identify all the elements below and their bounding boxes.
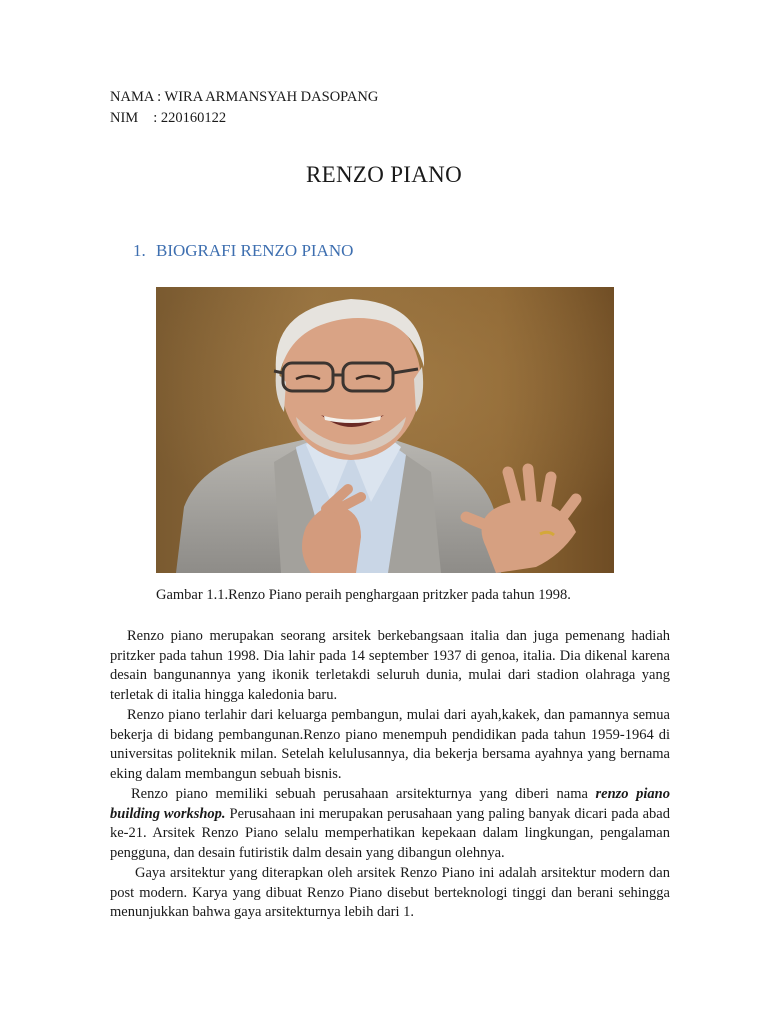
name-line: NAMA : WIRA ARMANSYAH DASOPANG [110,89,379,105]
section-heading-text: BIOGRAFI RENZO PIANO [156,241,354,260]
section-number: 1. [133,241,146,260]
paragraph-1: Renzo piano merupakan seorang arsitek berkebangsaan italia dan juga pemenang hadiah pritzker pada tahun 1998. Dia lahir pada 14 september 1937 di genoa, italia. Dia dikenal karena desain bangunannya yang ikonik terletakdi seluruh dunia, mulai dari stadion olahraga yang terletak di italia hingga kaledonia baru. [110,628,670,703]
figure-caption: Gambar 1.1.Renzo Piano peraih penghargaan pritzker pada tahun 1998. [156,587,571,603]
paragraph-4: Gaya arsitektur yang diterapkan oleh arsitek Renzo Piano ini adalah arsitektur modern dan post modern. Karya yang dibuat Renzo Piano disebut berteknologi tinggi dan berani sehingga menunjukkan bahwa gaya arsitekturnya lebih dari 1. [110,865,670,921]
paragraph-3 [110,785,670,863]
nim-line [110,108,226,129]
portrait-photo [156,287,614,573]
section-heading [133,241,353,261]
paragraph-3-rest: Perusahaan ini merupakan perusahaan yang paling banyak dicari pada abad ke-21. Arsitek Renzo Piano selalu memperhatikan kepekaan dalam lingkungan, pengalaman pengguna, dan desain futiristik dalm desain yang dibangun olehnya. [110,805,670,861]
paragraph-3-lead: Renzo piano memiliki sebuah perusahaan arsitekturnya yang diberi nama [131,786,596,802]
paragraph-2: Renzo piano terlahir dari keluarga pembangun, mulai dari ayah,kakek, dan pamannya semua bekerja di bidang pembangunan.Renzo piano menempuh pendidikan pada tahun 1959-1964 di universitas politeknik milan. Setelah kelulusannya, dia bekerja bersama ayahnya yang bernama eking dalam membangun sebuah bisnis. [110,707,670,782]
page-title: RENZO PIANO [306,162,462,187]
nim-value: : 220160122 [153,110,227,126]
company-name-emphasis: renzo piano building workshop. [110,786,670,822]
nim-label: NIM [110,110,139,126]
